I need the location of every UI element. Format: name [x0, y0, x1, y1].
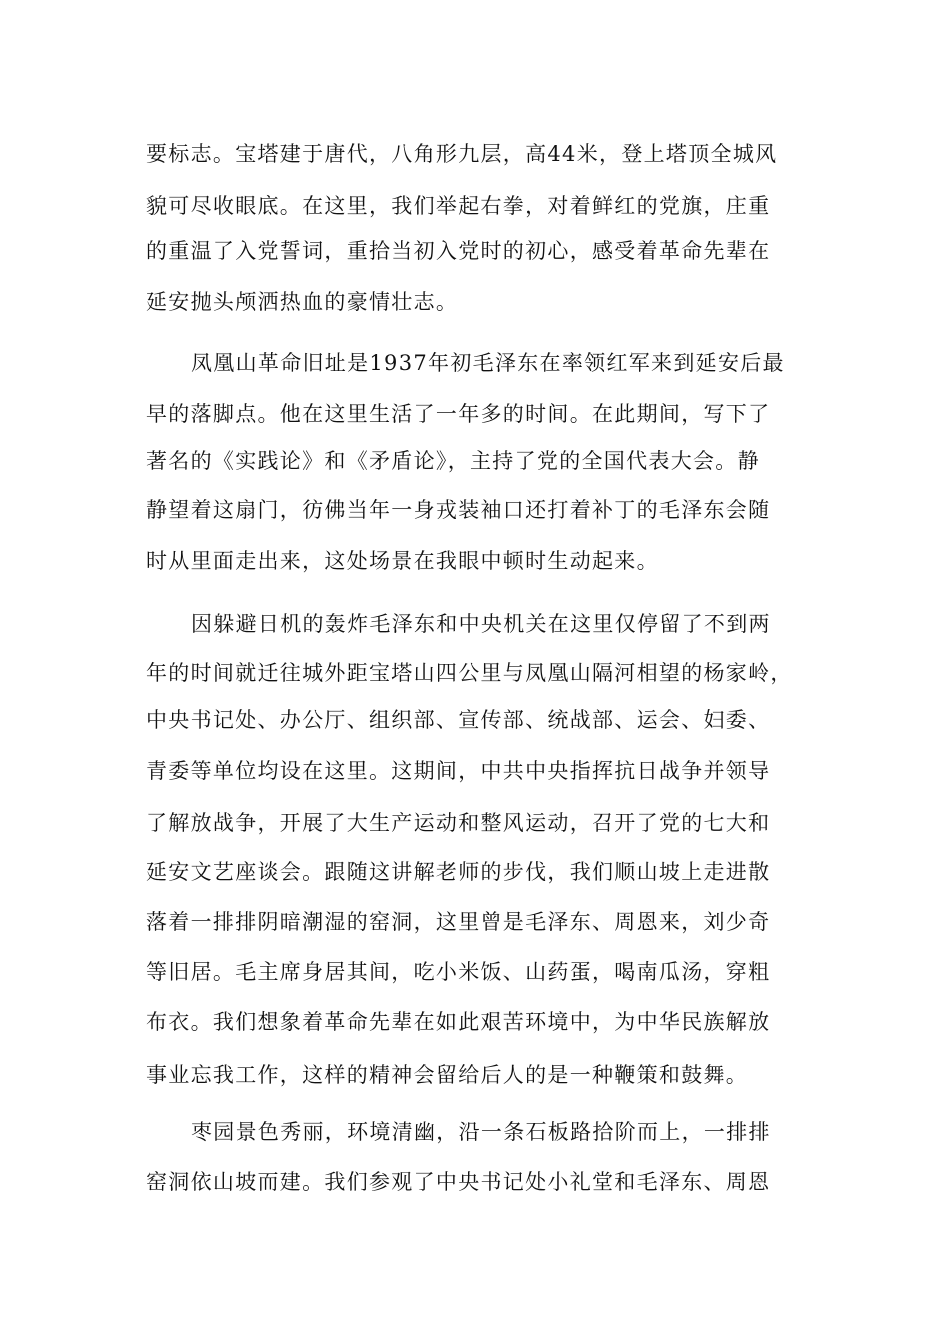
paragraph-2-line-4: 静望着这扇门，彷佛当年一身戎装袖口还打着补丁的毛泽东会随 [146, 498, 771, 522]
paragraph-3-line-3: 中央书记处、办公厅、组织部、宣传部、统战部、运会、妇委、 [146, 708, 771, 732]
paragraph-3-line-4: 青委等单位均设在这里。这期间，中共中央指挥抗日战争并领导 [146, 759, 771, 783]
paragraph-3-line-10: 事业忘我工作，这样的精神会留给后人的是一种鞭策和鼓舞。 [146, 1063, 749, 1087]
paragraph-1-line-1: 要标志。宝塔建于唐代，八角形九层，高44米，登上塔顶全城风 [146, 142, 778, 166]
paragraph-3-line-2: 年的时间就迁往城外距宝塔山四公里与凤凰山隔河相望的杨家岭， [146, 661, 793, 685]
paragraph-1-line-4: 延安抛头颅洒热血的豪情壮志。 [146, 290, 459, 314]
paragraph-4-line-2: 窑洞依山坡而建。我们参观了中央书记处小礼堂和毛泽东、周恩 [146, 1170, 771, 1194]
paragraph-2-line-1: 凤凰山革命旧址是1937年初毛泽东在率领红军来到延安后最 [191, 351, 785, 375]
paragraph-2-line-2: 早的落脚点。他在这里生活了一年多的时间。在此期间，写下了 [146, 402, 771, 426]
paragraph-3-line-7: 落着一排排阴暗潮湿的窑洞，这里曾是毛泽东、周恩来，刘少奇 [146, 910, 771, 934]
paragraph-3-line-1: 因躲避日机的轰炸毛泽东和中央机关在这里仅停留了不到两 [191, 612, 771, 636]
paragraph-3-line-5: 了解放战争，开展了大生产运动和整风运动，召开了党的七大和 [146, 811, 771, 835]
paragraph-2-line-3: 著名的《实践论》和《矛盾论》，主持了党的全国代表大会。静 [146, 449, 760, 473]
paragraph-3-line-6: 延安文艺座谈会。跟随这讲解老师的步伐，我们顺山坡上走进散 [146, 860, 771, 884]
paragraph-3-line-8: 等旧居。毛主席身居其间，吃小米饭、山药蛋，喝南瓜汤，穿粗 [146, 960, 771, 984]
paragraph-2-line-5: 时从里面走出来，这处场景在我眼中顿时生动起来。 [146, 549, 659, 573]
paragraph-4-line-1: 枣园景色秀丽，环境清幽，沿一条石板路拾阶而上，一排排 [191, 1120, 771, 1144]
paragraph-1-line-2: 貌可尽收眼底。在这里，我们举起右拳，对着鲜红的党旗，庄重 [146, 194, 771, 218]
paragraph-3-line-9: 布衣。我们想象着革命先辈在如此艰苦环境中，为中华民族解放 [146, 1010, 771, 1034]
paragraph-1-line-3: 的重温了入党誓词，重拾当初入党时的初心，感受着革命先辈在 [146, 239, 771, 263]
